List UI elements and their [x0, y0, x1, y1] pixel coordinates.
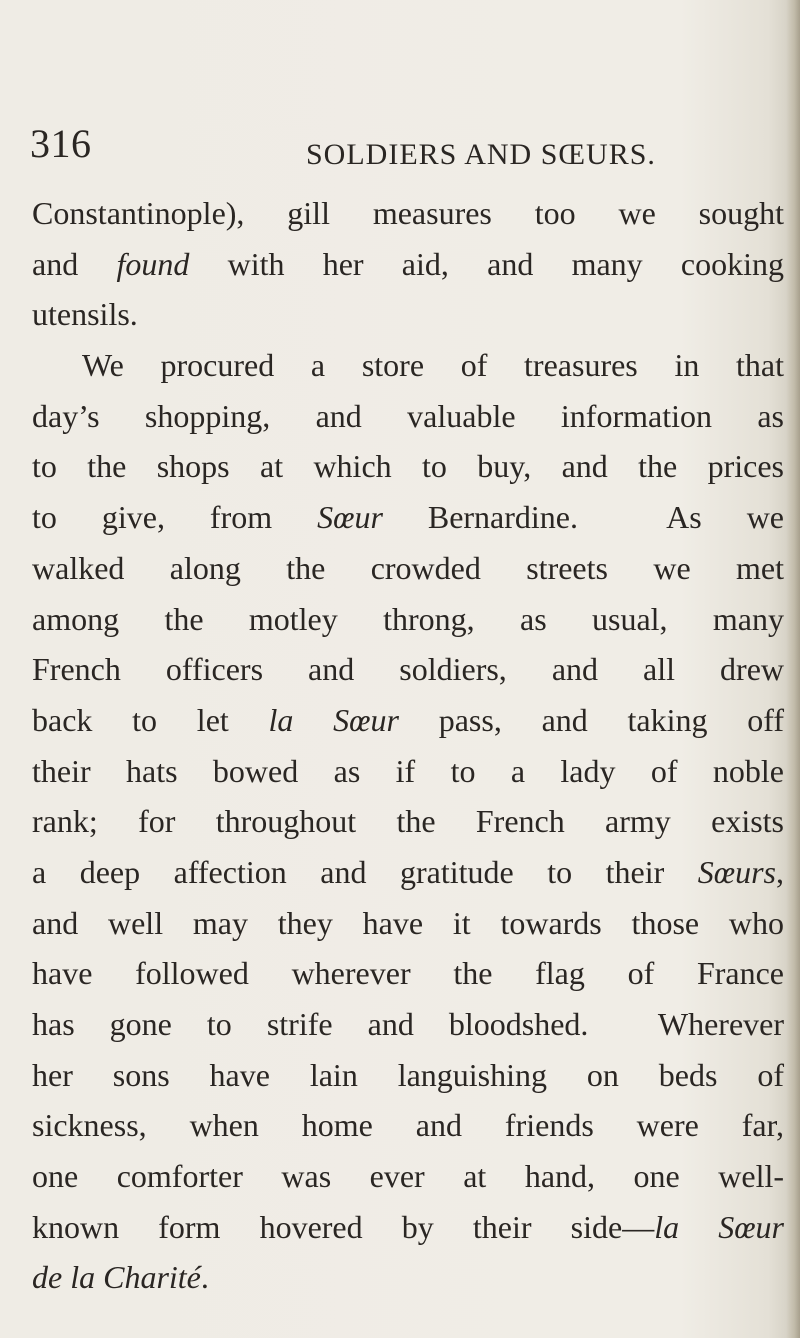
body-text — [32, 188, 792, 1303]
text-line: and found with her aid, and many cooking — [32, 245, 785, 282]
text-line: a deep affection and gratitude to their Sœurs, — [32, 853, 784, 890]
italic-text: la Sœur — [654, 1208, 784, 1245]
text-line: sickness, when home and friends were far, — [32, 1107, 784, 1144]
text-line: her sons have lain languishing on beds of — [32, 1056, 784, 1093]
text-line: walked along the crowded streets we met — [32, 549, 784, 586]
text-line: day’s shopping, and valuable information as — [32, 397, 784, 434]
text-line: de la Charité. — [32, 1259, 209, 1296]
text-line: their hats bowed as if to a lady of noble — [32, 752, 784, 789]
text-line: French officers and soldiers, and all drew — [32, 651, 784, 688]
running-head: SOLDIERS AND SŒURS. — [306, 138, 656, 171]
text-line: and well may they have it towards those who — [32, 904, 784, 941]
page-number: 316 — [30, 121, 92, 166]
text-line: Constantinople), gill measures too we sought — [32, 195, 784, 231]
text-line: utensils. — [32, 296, 138, 333]
text-line: one comforter was ever at hand, one well- — [32, 1158, 784, 1195]
text-line: back to let la Sœur pass, and taking off — [32, 701, 784, 738]
text-line: to the shops at which to buy, and the prices — [32, 448, 784, 485]
italic-text: de la Charité — [32, 1259, 201, 1296]
italic-text: Sœur — [317, 499, 383, 536]
italic-text: found — [116, 245, 190, 282]
text-line: among the motley throng, as usual, many — [32, 600, 784, 637]
text-line: has gone to strife and bloodshed. Wherever — [32, 1006, 784, 1042]
text-line: have followed wherever the flag of France — [32, 955, 784, 992]
italic-text: Sœurs — [697, 853, 776, 890]
italic-text: la Sœur — [268, 701, 399, 738]
text-line: rank; for throughout the French army exists — [32, 803, 784, 840]
text-line: to give, from Sœur Bernardine. As we — [32, 499, 785, 536]
text-line: known form hovered by their side—la Sœur — [32, 1208, 784, 1245]
text-line: We procured a store of treasures in that — [82, 347, 784, 384]
